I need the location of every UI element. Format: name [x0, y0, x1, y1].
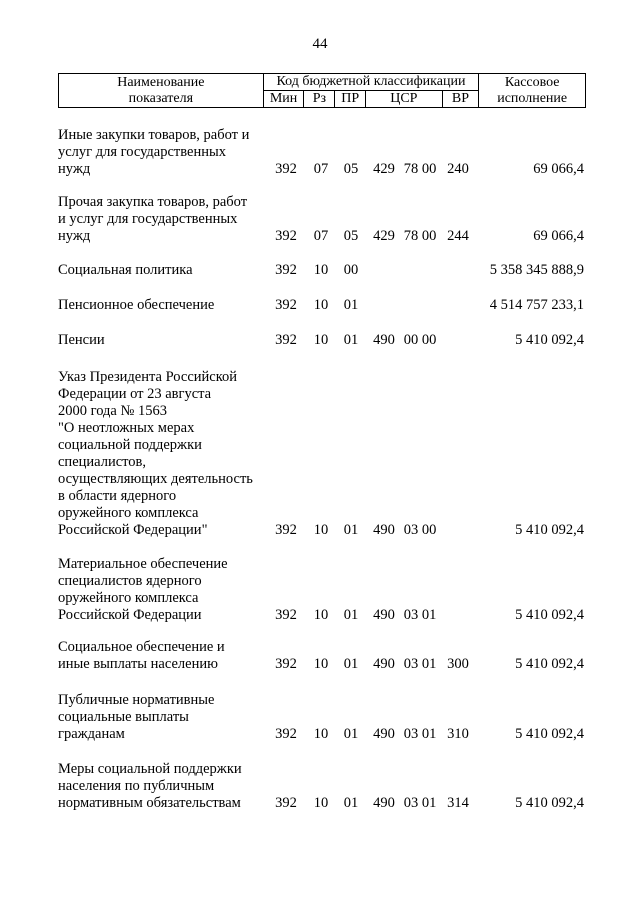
cell-min: 392: [275, 228, 297, 244]
row-name-line: Российской Федерации": [58, 522, 208, 538]
table-row: [58, 194, 586, 245]
cell-min: 392: [275, 332, 297, 348]
row-name: [58, 369, 263, 539]
row-name-line: Социальное обеспечение и: [58, 639, 225, 655]
cell-rz: 10: [313, 522, 329, 538]
cell-csr1: 429: [373, 228, 395, 244]
cell-csr2: 03 01: [403, 656, 437, 672]
cell-csr2: 78 00: [403, 228, 437, 244]
cell-sum: 5 410 092,4: [515, 795, 584, 811]
cell-sum: 5 410 092,4: [515, 656, 584, 672]
header-sum-line1: Кассовое: [504, 74, 560, 90]
row-name-line: специалистов ядерного: [58, 573, 202, 589]
cell-sum: 69 066,4: [533, 228, 584, 244]
header-rz: Рз: [304, 91, 335, 108]
cell-min: 392: [275, 656, 297, 672]
table-row: [58, 692, 586, 743]
cell-sum: 5 410 092,4: [515, 607, 584, 623]
row-name-line: Публичные нормативные: [58, 692, 215, 708]
row-name-line: в области ядерного: [58, 488, 177, 504]
cell-min: 392: [275, 297, 297, 313]
cell-pr: 01: [343, 332, 359, 348]
cell-sum: 5 410 092,4: [515, 522, 584, 538]
cell-vr: 240: [447, 161, 469, 177]
row-name-line: оружейного комплекса: [58, 505, 199, 521]
header-pr: ПР: [335, 91, 366, 108]
header-vr: ВР: [442, 91, 479, 108]
cell-vr: 314: [447, 795, 469, 811]
row-name-line: нормативным обязательствам: [58, 795, 241, 811]
cell-rz: 10: [313, 262, 329, 278]
cell-rz: 10: [313, 332, 329, 348]
header-sum: [479, 74, 586, 108]
cell-csr1: 490: [373, 656, 395, 672]
row-name: [58, 332, 263, 349]
cell-sum: 4 514 757 233,1: [489, 297, 584, 313]
cell-csr1: 490: [373, 522, 395, 538]
cell-min: 392: [275, 607, 297, 623]
row-name-line: Пенсии: [58, 332, 105, 348]
cell-csr2: 78 00: [403, 161, 437, 177]
row-name-line: нужд: [58, 228, 91, 244]
cell-min: 392: [275, 262, 297, 278]
cell-csr2: 03 01: [403, 607, 437, 623]
page-number: 44: [312, 36, 328, 52]
cell-csr2: 03 01: [403, 795, 437, 811]
cell-pr: 00: [343, 262, 359, 278]
cell-csr1: 490: [373, 795, 395, 811]
cell-csr2: 03 01: [403, 726, 437, 742]
row-name: [58, 297, 263, 314]
cell-rz: 07: [313, 228, 329, 244]
row-name-line: специалистов,: [58, 454, 147, 470]
row-name-line: оружейного комплекса: [58, 590, 199, 606]
row-name: [58, 127, 263, 178]
table-row: [58, 332, 586, 349]
row-name-line: Указ Президента Российской: [58, 369, 238, 385]
row-name-line: 2000 года № 1563: [58, 403, 167, 419]
row-name-line: и услуг для государственных: [58, 211, 238, 227]
row-name-line: нужд: [58, 161, 91, 177]
row-name-line: "О неотложных мерах: [58, 420, 195, 436]
table-row: [58, 556, 586, 624]
cell-rz: 10: [313, 656, 329, 672]
cell-pr: 05: [343, 161, 359, 177]
row-name: [58, 194, 263, 245]
row-name-line: гражданам: [58, 726, 125, 742]
table-row: [58, 262, 586, 279]
table-row: [58, 369, 586, 539]
header-sum-line2: исполнение: [497, 90, 568, 106]
row-name: [58, 639, 263, 673]
cell-rz: 07: [313, 161, 329, 177]
row-name-line: Меры социальной поддержки: [58, 761, 242, 777]
header-min: Мин: [263, 91, 304, 108]
cell-csr2: 00 00: [403, 332, 437, 348]
table-header: [58, 73, 586, 108]
header-code-group: Код бюджетной классификации: [263, 74, 479, 91]
cell-sum: 5 358 345 888,9: [489, 262, 584, 278]
row-name-line: Иные закупки товаров, работ и: [58, 127, 250, 143]
header-csr: ЦСР: [366, 91, 442, 108]
row-name-line: населения по публичным: [58, 778, 215, 794]
table-row: [58, 127, 586, 178]
table-row: [58, 639, 586, 673]
cell-vr: 300: [447, 656, 469, 672]
header-name-line1: Наименование: [117, 74, 205, 90]
cell-csr1: 429: [373, 161, 395, 177]
cell-rz: 10: [313, 795, 329, 811]
row-name-line: иные выплаты населению: [58, 656, 218, 672]
row-name-line: Материальное обеспечение: [58, 556, 228, 572]
cell-min: 392: [275, 726, 297, 742]
table-row: [58, 297, 586, 314]
cell-rz: 10: [313, 297, 329, 313]
cell-vr: 310: [447, 726, 469, 742]
row-name-line: Российской Федерации: [58, 607, 202, 623]
row-name-line: Федерации от 23 августа: [58, 386, 212, 402]
row-name-line: Пенсионное обеспечение: [58, 297, 215, 313]
cell-vr: 244: [447, 228, 469, 244]
row-name-line: осуществляющих деятельность: [58, 471, 253, 487]
cell-csr1: 490: [373, 332, 395, 348]
cell-min: 392: [275, 795, 297, 811]
row-name-line: услуг для государственных: [58, 144, 226, 160]
cell-csr1: 490: [373, 607, 395, 623]
cell-rz: 10: [313, 726, 329, 742]
cell-csr2: 03 00: [403, 522, 437, 538]
cell-pr: 01: [343, 297, 359, 313]
row-name: [58, 262, 263, 279]
row-name-line: социальные выплаты: [58, 709, 189, 725]
cell-csr1: 490: [373, 726, 395, 742]
cell-sum: 69 066,4: [533, 161, 584, 177]
cell-sum: 5 410 092,4: [515, 332, 584, 348]
cell-pr: 01: [343, 795, 359, 811]
cell-min: 392: [275, 161, 297, 177]
cell-pr: 01: [343, 607, 359, 623]
row-name-line: социальной поддержки: [58, 437, 202, 453]
row-name: [58, 692, 263, 743]
cell-pr: 01: [343, 726, 359, 742]
row-name: [58, 761, 263, 812]
table-row: [58, 761, 586, 812]
cell-sum: 5 410 092,4: [515, 726, 584, 742]
row-name: [58, 556, 263, 624]
cell-pr: 05: [343, 228, 359, 244]
row-name-line: Прочая закупка товаров, работ: [58, 194, 248, 210]
row-name-line: Социальная политика: [58, 262, 193, 278]
header-name-line2: показателя: [128, 90, 194, 106]
header-name: [59, 74, 264, 108]
cell-min: 392: [275, 522, 297, 538]
cell-pr: 01: [343, 656, 359, 672]
cell-pr: 01: [343, 522, 359, 538]
cell-rz: 10: [313, 607, 329, 623]
